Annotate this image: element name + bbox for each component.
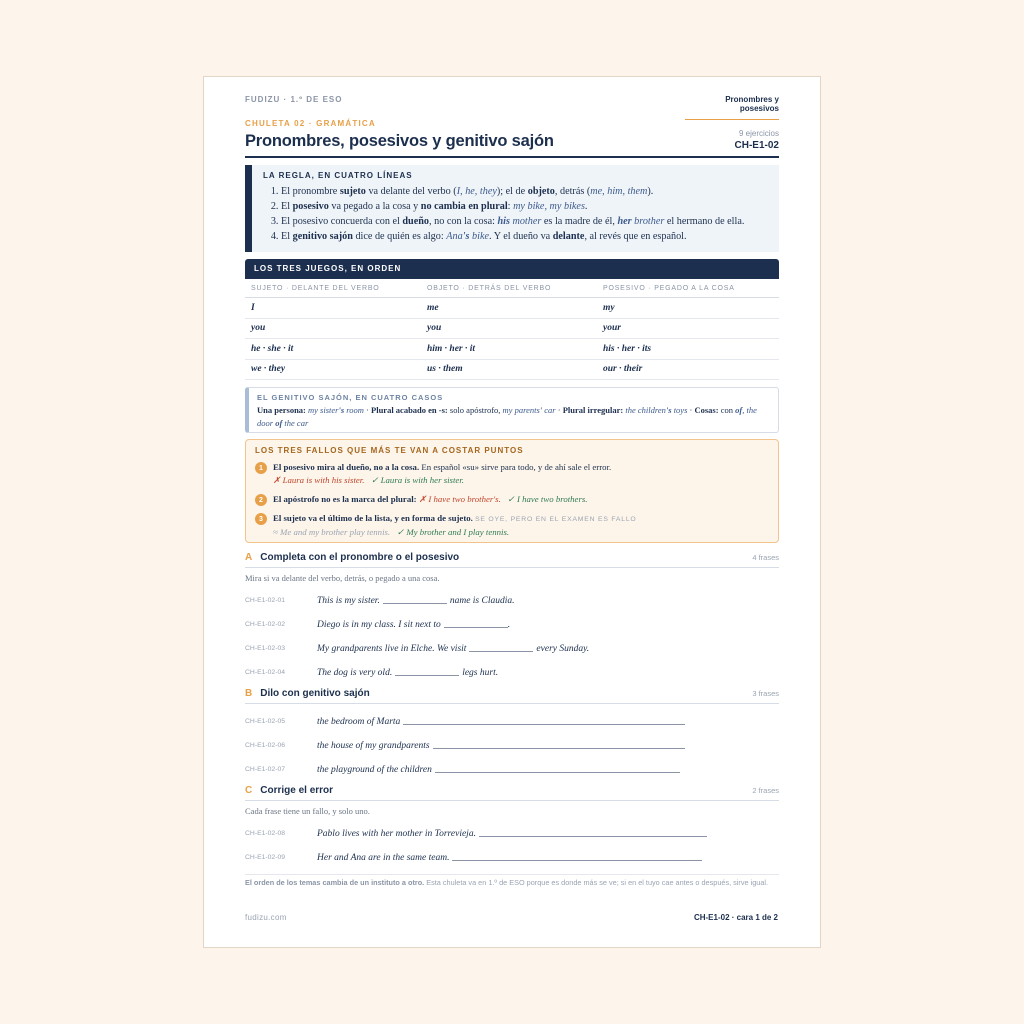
- exercise-section-c: [245, 785, 779, 864]
- rule-item: 1. El pronombre sujeto va delante del verbo (I, he, they); el de objeto, detrás (me, him, them).: [281, 184, 769, 199]
- pronoun-table: [245, 259, 779, 380]
- section-letter: A: [245, 552, 253, 563]
- rule-box-heading: LA REGLA, EN CUATRO LÍNEAS: [263, 171, 413, 180]
- exercise-text: [317, 765, 683, 776]
- section-header: [245, 688, 779, 704]
- exercise-id: CH-E1-02-04: [245, 669, 286, 676]
- sheet-code: CH-E1-02: [734, 140, 779, 151]
- rule-item: 4. El genitivo sajón dice de quién es algo: Ana's bike. Y el dueño va delante, al revés que en español.: [281, 229, 769, 244]
- section-title: [245, 552, 459, 563]
- right-example: ✓ My brother and I play tennis.: [396, 527, 510, 537]
- brand-label: FUDIZU · 1.º DE ESO: [245, 95, 343, 104]
- error-text: [273, 493, 588, 506]
- exercise-row: [245, 631, 779, 655]
- sheet-meta: [735, 129, 779, 151]
- rule-item: 3. El posesivo concuerda con el dueño, no con la cosa: his mother es la madre de él, her brother el hermano de ella.: [281, 214, 769, 229]
- sheet-kicker: CHULETA 02 · GRAMÁTICA: [245, 119, 376, 128]
- exercise-id: CH-E1-02-07: [245, 766, 286, 773]
- exercise-row: [245, 752, 779, 776]
- column-header-object: OBJETO · DETRÁS DEL VERBO: [427, 284, 552, 292]
- answer-blank[interactable]: [469, 651, 533, 652]
- exercise-row: [245, 607, 779, 631]
- right-example: ✓ I have two brothers.: [507, 494, 588, 504]
- exercise-prompt: Pablo lives with her mother in Torrevieja.: [317, 829, 476, 839]
- table-cell: him · her · it: [427, 343, 476, 354]
- exercise-prompt: the house of my grandparents: [317, 741, 430, 751]
- error-text: [273, 461, 611, 487]
- section-header: [245, 785, 779, 801]
- section-title: [245, 785, 333, 796]
- pronoun-table-header: [245, 279, 779, 298]
- exercise-prompt: This is my sister.: [317, 596, 380, 606]
- page-footer: [245, 913, 778, 922]
- exercise-text: [317, 668, 498, 679]
- error-item: [255, 512, 769, 539]
- table-cell: you: [251, 323, 266, 334]
- table-cell: me: [427, 302, 439, 313]
- answer-blank[interactable]: [383, 603, 447, 604]
- page-indicator: CH-E1-02 · cara 1 de 2: [693, 913, 778, 922]
- exercise-id: CH-E1-02-08: [245, 830, 286, 837]
- error-rule: El posesivo mira al dueño, no a la cosa.: [273, 462, 420, 472]
- section-hint: Mira si va delante del verbo, detrás, o pegado a una cosa.: [245, 573, 440, 583]
- exercise-row: [245, 840, 779, 864]
- table-row: [245, 339, 779, 360]
- answer-line[interactable]: [403, 724, 685, 725]
- pronoun-table-heading: LOS TRES JUEGOS, EN ORDEN: [245, 259, 779, 279]
- exercise-prompt-end: legs hurt.: [462, 668, 499, 678]
- table-row: [245, 298, 779, 319]
- error-number-badge: 2: [255, 494, 267, 506]
- exercise-id: CH-E1-02-09: [245, 854, 286, 861]
- genitive-box-heading: EL GENITIVO SAJÓN, EN CUATRO CASOS: [257, 393, 444, 402]
- error-number-badge: 1: [255, 462, 267, 474]
- exercise-prompt-end: .: [507, 620, 511, 630]
- exercise-id: CH-E1-02-03: [245, 645, 286, 652]
- answer-line[interactable]: [433, 748, 685, 749]
- errors-box-heading: LOS TRES FALLOS QUE MÁS TE VAN A COSTAR PUNTOS: [255, 446, 524, 455]
- exercise-prompt: My grandparents live in Elche. We visit: [317, 644, 467, 654]
- worksheet-page: [203, 76, 821, 948]
- exercise-row: [245, 704, 779, 728]
- table-cell: your: [603, 323, 621, 334]
- genitive-cases: Una persona: my sister's room · Plural acabado en -s: solo apóstrofo, my parents' car · Plural irregular: the children's toys · Cosas: con of, the door of the car: [257, 405, 757, 428]
- exercise-row: [245, 583, 779, 607]
- exercise-text: [317, 853, 705, 864]
- title-row: [245, 129, 779, 158]
- exercise-row: [245, 728, 779, 752]
- answer-line[interactable]: [452, 860, 702, 861]
- section-letter: B: [245, 688, 253, 699]
- exercise-text: [317, 741, 688, 752]
- table-row: [245, 360, 779, 381]
- exercise-row: [245, 816, 779, 840]
- rule-list: [263, 184, 769, 244]
- exercise-text: [317, 596, 514, 607]
- table-cell: you: [427, 323, 442, 334]
- error-note: En español «su» sirve para todo, y de ahí sale el error.: [421, 462, 612, 472]
- column-header-possessive: POSESIVO · PEGADO A LA COSA: [603, 284, 735, 292]
- exercise-count: 9 ejercicios: [738, 129, 779, 138]
- right-example: ✓ Laura is with her sister.: [371, 475, 464, 485]
- exercise-prompt: the bedroom of Marta: [317, 717, 401, 727]
- table-cell: I: [251, 302, 255, 313]
- section-count: 3 frases: [752, 689, 779, 698]
- rule-box: [245, 165, 779, 252]
- exercise-prompt-end: name is Claudia.: [449, 596, 515, 606]
- section-hint: Cada frase tiene un fallo, y solo uno.: [245, 806, 370, 816]
- table-cell: he · she · it: [251, 343, 294, 354]
- rule-item: 2. El posesivo va pegado a la cosa y no cambia en plural: my bike, my bikes.: [281, 199, 769, 214]
- table-cell: us · them: [427, 364, 463, 375]
- exercise-text: [317, 644, 589, 655]
- exercise-text: [317, 620, 510, 631]
- exercise-prompt: Her and Ana are in the same team.: [317, 853, 450, 863]
- error-item: [255, 461, 769, 487]
- exercise-section-b: [245, 688, 779, 776]
- column-header-subject: SUJETO · DELANTE DEL VERBO: [251, 284, 380, 292]
- error-number-badge: 3: [255, 513, 267, 525]
- answer-blank[interactable]: [395, 675, 459, 676]
- table-row: [245, 319, 779, 340]
- exercise-id: CH-E1-02-01: [245, 597, 286, 604]
- error-tag: SE OYE, PERO EN EL EXAMEN ES FALLO: [475, 516, 637, 523]
- exercise-text: [317, 829, 710, 840]
- footnote-text: Esta chuleta va en 1.º de ESO porque es donde más se ve; si en el tuyo cae antes o después, sirve igual.: [426, 878, 769, 887]
- page-title: Pronombres, posesivos y genitivo sajón: [245, 132, 554, 150]
- site-url: fudizu.com: [245, 913, 287, 922]
- answer-line[interactable]: [435, 772, 680, 773]
- exercise-id: CH-E1-02-06: [245, 742, 286, 749]
- wrong-example: ✗ I have two brother's.: [418, 494, 501, 504]
- exercise-prompt: Diego is in my class. I sit next to: [317, 620, 441, 630]
- error-rule: El sujeto va el último de la lista, y en forma de sujeto.: [273, 513, 473, 523]
- footnote: [245, 874, 779, 888]
- error-text: [273, 512, 637, 539]
- table-cell: my: [603, 302, 615, 313]
- section-header: [245, 552, 779, 568]
- error-item: [255, 493, 769, 506]
- section-title-text: Dilo con genitivo sajón: [260, 688, 370, 699]
- section-title-text: Corrige el error: [260, 785, 334, 796]
- section-title-text: Completa con el pronombre o el posesivo: [260, 552, 460, 563]
- topic-label: Pronombres y posesivos: [685, 95, 779, 120]
- exercise-prompt: the playground of the children: [317, 765, 432, 775]
- exercise-id: CH-E1-02-05: [245, 718, 286, 725]
- exercise-row: [245, 655, 779, 679]
- wrong-example: ≈ Me and my brother play tennis.: [273, 527, 391, 537]
- section-count: 2 frases: [752, 786, 779, 795]
- section-title: [245, 688, 370, 699]
- exercise-section-a: [245, 552, 779, 679]
- exercise-id: CH-E1-02-02: [245, 621, 286, 628]
- table-cell: our · their: [603, 364, 643, 375]
- table-cell: we · they: [251, 364, 286, 375]
- exercise-text: [317, 717, 688, 728]
- error-rule: El apóstrofo no es la marca del plural:: [273, 494, 417, 504]
- genitive-box: [245, 387, 779, 433]
- section-count: 4 frases: [752, 553, 779, 562]
- footnote-bold: El orden de los temas cambia de un instituto a otro.: [245, 878, 425, 887]
- wrong-example: ✗ Laura is with his sister.: [273, 475, 365, 485]
- table-cell: his · her · its: [603, 343, 652, 354]
- page-header: [245, 95, 779, 117]
- worksheet-content: [245, 95, 779, 888]
- answer-blank[interactable]: [444, 627, 508, 628]
- section-letter: C: [245, 785, 253, 796]
- exercise-prompt-end: every Sunday.: [536, 644, 590, 654]
- common-errors-box: [245, 439, 779, 543]
- answer-line[interactable]: [479, 836, 707, 837]
- exercise-prompt: The dog is very old.: [317, 668, 393, 678]
